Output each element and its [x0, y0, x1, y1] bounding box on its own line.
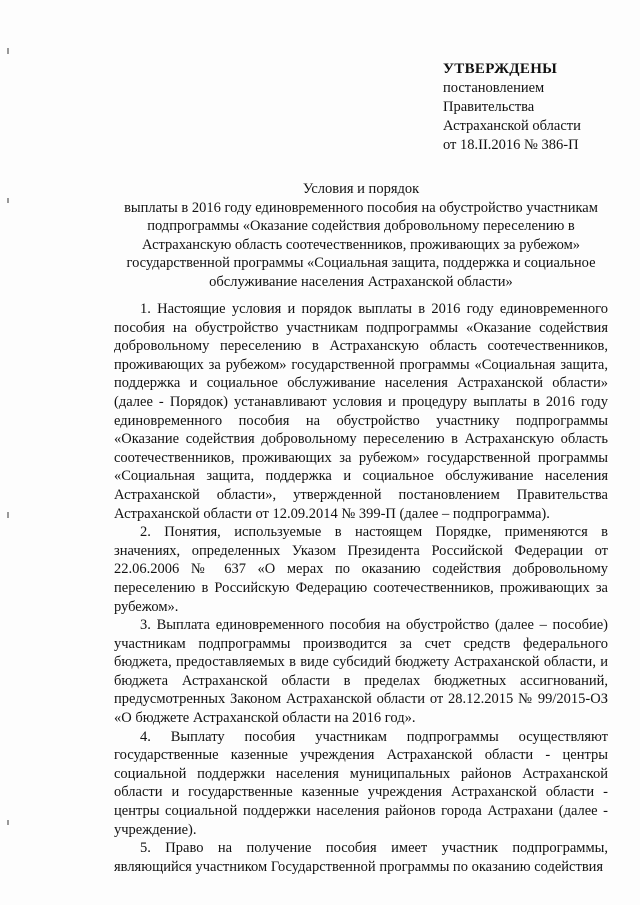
- document-body: [114, 300, 608, 876]
- approval-line: постановлением: [443, 80, 545, 96]
- title-text: выплаты в 2016 году единовременного пособия на обустройство участникам подпрограммы «Оказание содействия добровольному переселению в Астраханскую область соотечественников, проживающих за рубежом» государственной программы «Социальная защита, поддержка и социальное обслуживание населения Астраханской области»: [124, 199, 598, 290]
- paragraph-1: 1. Настоящие условия и порядок выплаты в 2016 году единовременного пособия на обустройство участникам подпрограммы «Оказание содействия добровольному переселению в Астраханскую область соотечественников, проживающих за рубежом» государственной программы «Социальная защита, поддержка и социальное обслуживание населения Астраханской области» (далее - Порядок) устанавливают условия и процедуру выплаты в 2016 году единовременного пособия на обустройство участнику подпрограммы «Оказание содействия добровольному переселению в Астраханскую область соотечественников, проживающих за рубежом» государственной программы «Социальная защита, поддержка и социальное обслуживание населения Астраханской области», утвержденной постановлением Правительства Астраханской области от 12.09.2014 № 399-П (далее – подпрограмма).: [114, 301, 608, 522]
- approval-line: Астраханской области: [443, 118, 581, 134]
- paragraph-4: 4. Выплату пособия участникам подпрограммы осуществляют государственные казенные учреждения Астраханской области - центры социальной поддержки населения муниципальных районов Астраханской области и государственные казенные учреждения Астраханской области - центры социальной поддержки населения районов города Астрахани (далее - учреждение).: [114, 728, 608, 838]
- margin-mark: [7, 48, 9, 54]
- approval-stamp: [443, 60, 581, 155]
- margin-mark: [7, 198, 9, 203]
- approval-date-number: от 18.II.2016 № 386-П: [443, 137, 579, 153]
- document-title: [114, 180, 608, 291]
- paragraph-2: 2. Понятия, используемые в настоящем Порядке, применяются в значениях, определенных Указом Президента Российской Федерации от 22.06.2006 № 637 «О мерах по оказанию содействия добровольному переселению в Российскую Федерацию соотечественников, проживающих за рубежом».: [114, 524, 608, 615]
- approval-heading: УТВЕРЖДЕНЫ: [443, 61, 558, 77]
- paragraph-5: 5. Право на получение пособия имеет участник подпрограммы, являющийся участником Государственной программы по оказанию содействия: [114, 840, 608, 875]
- title-line: Условия и порядок: [302, 181, 420, 197]
- margin-mark: [7, 512, 9, 518]
- approval-line: Правительства: [443, 99, 535, 115]
- margin-mark: [7, 820, 9, 825]
- paragraph-3: 3. Выплата единовременного пособия на обустройство (далее – пособие) участникам подпрограммы производится за счет средств федерального бюджета, предоставляемых в виде субсидий бюджету Астраханской области, и бюджета Астраханской области в пределах бюджетных ассигнований, предусмотренных Законом Астраханской области от 28.12.2015 № 99/2015-ОЗ «О бюджете Астраханской области на 2016 год».: [114, 617, 608, 727]
